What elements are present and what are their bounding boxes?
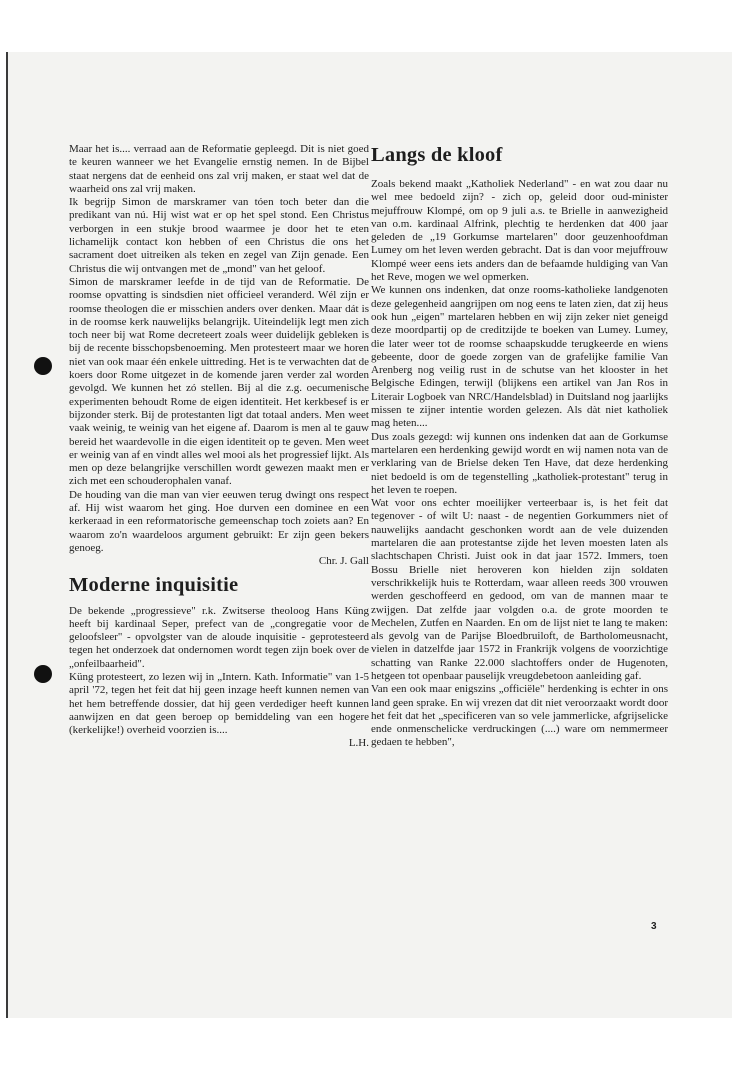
article-signature: L.H. — [348, 737, 369, 750]
right-column — [371, 143, 668, 750]
left-column — [69, 143, 369, 751]
article-paragraph-2: Küng protesteert, zo lezen wij in „Intern. Kath. Informatie" van 1-5 april '72, tegen het feit dat hij geen inzage heeft kunnen nemen van het hem betreffende dossier, dat hij geen verdediger heeft kunnen aanwijzen en dat geen beroep op bemiddeling van een hogere (kerkelijke!) overheid voorzien is.... — [69, 670, 369, 737]
intro-signature: Chr. J. Gall — [318, 555, 369, 568]
intro-paragraph-4: De houding van die man van vier eeuwen terug dwingt ons respect af. Hij wist waarom het ging. Hoe durven een dominee en een kerkeraad in een reformatorische gemeenschap toch zoiets aan? En waarom zo'n waardeloos argument gebruikt: Er zijn geen bekers genoeg. — [69, 488, 369, 554]
kloof-paragraph-5: Van een ook maar enigszins „officiële" herdenking is echter in ons land geen sprake. En wij vrezen dat dit niet veroorzaakt wordt door het feit dat het „specificeren van so vele jammerlicke, afgrijselicke ende onmenschelicke verdruckingen (....) ware om nemmermeer gedaen te hebben", — [371, 683, 668, 749]
binding-edge — [6, 52, 8, 1018]
page-number: 3 — [651, 921, 657, 932]
kloof-paragraph-3: Dus zoals gezegd: wij kunnen ons indenken dat aan de Gorkumse martelaren een herdenking gewijd wordt en wij namen nota van de verklaring van de Brielse deken Ten Have, dat deze herdenking niet bedoeld is om de tegenstelling „katholiek-protestant" terug in het leven te roepen. — [371, 430, 668, 496]
kloof-paragraph-2: We kunnen ons indenken, dat onze rooms-katholieke landgenoten deze gelegenheid aangrijpen om nog eens te laten zien, dat zij heus ook hun „eigen" martelaren hebben en wij zijn zeker niet geneigd deze moordpartij op de creditzijde te boeken van Lumey. Lumey, die later weer tot de roomse schaapskudde terugkeerde en wiens gebeente, door de goede zorgen van de grafelijke familie Van Arenberg nog veilig rust in de schutse van het klooster in het Belgische Edingen, terwijl (blijkens een artikel van Jan Ros in Literair Logboek van NRC/Handelsblad) in Duitsland nog jaarlijks missen te zijner intentie worden gelezen. Als dàt niet katholiek mag heten.... — [371, 284, 668, 430]
article-heading-moderne-inquisitie: Moderne inquisitie — [69, 573, 239, 596]
article-paragraph-1: De bekende „progressieve" r.k. Zwitserse theoloog Hans Küng heeft bij kardinaal Seper, prefect van de „congregatie voor de geloofsleer" - opvolgster van de aloude inquisitie - geprotesteerd tegen het onderzoek dat ondernomen wordt tegen zijn boek over de „onfeilbaarheid". — [69, 604, 369, 670]
article-heading-langs-de-kloof: Langs de kloof — [371, 144, 503, 166]
intro-paragraph-3: Simon de marskramer leefde in de tijd van de Reformatie. De roomse opvatting is sindsdien niet officieel veranderd. Wél zijn er roomse theologen die er misschien anders over denken. Maar dát is in de roomse kerk nauwelijks belangrijk. Uiteindelijk legt men zich toch neer bij wat Rome decreteert zoals weer duidelijk gebleken is bij de recente bisschopsbenoeming. Men protesteert maar we horen niet van ook maar één enkele uittreding. Het is te verwachten dat de koers door Rome uitgezet in de komende jaren verder zal worden gevolgd. We kunnen het zó stellen. Bij al die z.g. oecumenische experimenten behoudt Rome de eigen identiteit. Het kerkbesef is er bijzonder sterk. Bij de protestanten ligt dat totaal anders. Men weet vaak weinig, te weinig van het eigene af. Daarom is men al te gauw bereid het waardevolle in die eigen identiteit op te geven. Men weet er weinig van af en vindt alles wel mooi als het progressief lijkt. Als men op deze belangrijke verschillen wordt gewezen maakt men er zich met een schouderophalen vanaf. — [69, 275, 369, 488]
kloof-paragraph-4: Wat voor ons echter moeilijker verteerbaar is, is het feit dat tegenover - of wilt U: naast - de negentien Gorkummers niet of nauwelijks aandacht geschonken wordt aan de vele duizenden martelaren die aan protestantse zijde het leven moesten laten als slachtschapen Christi. Juist ook in dat jaar 1572. Immers, toen Bossu Brielle niet heroveren kon hielden zijn soldaten verschrikkelijk huis te Rotterdam, waar alleen reeds 300 vrouwen werden geschoffeerd en gedood, om van de mannen maar te zwijgen. Dat zelfde jaar volgden o.a. de grote moorden te Mechelen, Zutfen en Naarden. En om de lijst niet te lang te maken: als gevolg van de Parijse Bloedbruiloft, de Bartholomeusnacht, vielen in datzelfde jaar 1572 in Frankrijk volgens de voorzichtige schatting van Ranke 22.000 slachtoffers onder de Hugenoten, hetgeen tot openbaar pauselijk vreugdebetoon aanleiding gaf. — [371, 497, 668, 682]
punch-hole-top — [34, 357, 52, 375]
intro-paragraph-1: Maar het is.... verraad aan de Reformatie gepleegd. Dit is niet goed te keuren wanneer we het Evangelie ernstig nemen. In de Bijbel staat nergens dat de eenheid ons zal vrij maken, er staat wel dat de waarheid ons zal vrij maken. — [69, 143, 369, 195]
punch-hole-bottom — [34, 665, 52, 683]
intro-paragraph-2: Ik begrijp Simon de marskramer van tóen toch beter dan die predikant van nú. Hij wist wat er op het spel stond. Een Christus verborgen in een stukje brood waarmee je door het te eten lichamelijk contact kon hebben of een Christus die ons het sacrament doet uitreiken als teken en zegel van Zijn genade. Een Christus die wij ontvangen met de „mond" van het geloof. — [69, 196, 369, 275]
kloof-paragraph-1: Zoals bekend maakt „Katholiek Nederland" - en wat zou daar nu wel mee bedoeld zijn? - zich op, geleid door oud-minister mejuffrouw Klompé, om op 9 juli a.s. te Brielle in aanwezigheid van o.m. kardinaal Alfrink, plechtig te herdenken dat 400 jaar geleden de „19 Gorkumse martelaren" door geuzenhoofdman Lumey om het leven werden gebracht. Dat is dan voor mejuffrouw Klompé weer eens iets anders dan de befaamde huldiging van Van het Reve, mogen we wel opmerken. — [371, 178, 668, 284]
